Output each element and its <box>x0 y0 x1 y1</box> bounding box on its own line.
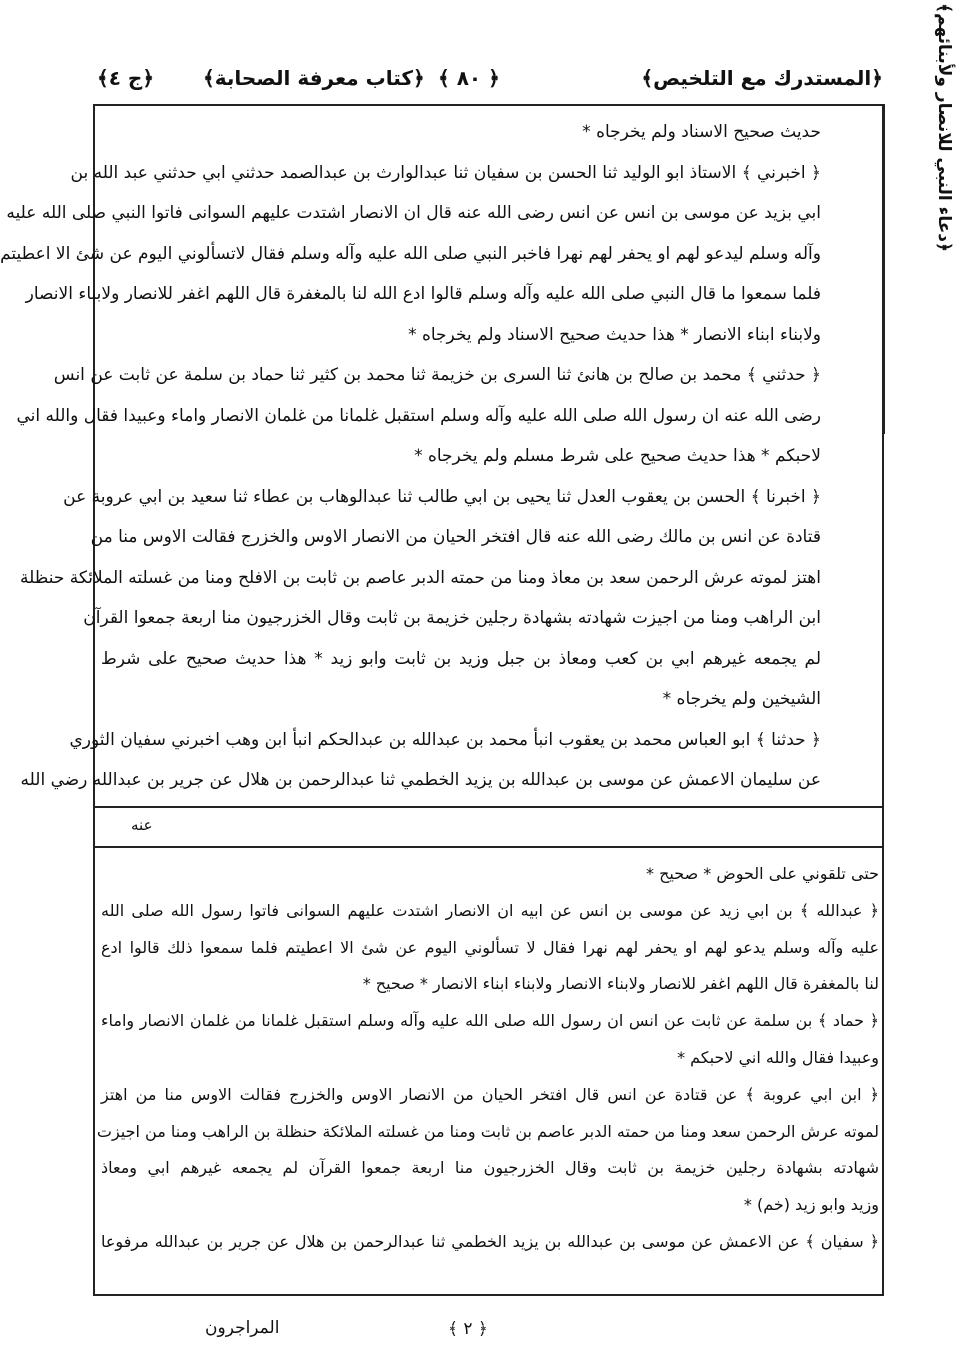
running-header <box>93 62 883 102</box>
text-line: ﴿ حدثني ﴾ محمد بن صالح بن هانئ ثنا السرى بن خزيمة ثنا محمد بن كثير ثنا حماد بن سلمة عن ثابت عن انس <box>53 365 821 385</box>
footnote-line: لموته عرش الرحمن سعد ومنا من حمته الدبر عاصم بن ثابت ومنا من غسلته الملائكة حنظلة بن الراهب ومنا من اجيزت <box>96 1121 879 1141</box>
volume-label: ﴿ج ٤﴾ <box>97 66 155 90</box>
text-line: قتادة عن انس بن مالك رضى الله عنه قال افتخر الحيان من الانصار الاوس والخزرج فقالت الاوس منا من <box>90 527 821 547</box>
page-number: ﴿ ٢ ﴾ <box>448 1319 488 1339</box>
footnote-line: ﴿ سفيان ﴾ عن الاعمش عن موسى بن عبدالله بن يزيد الخطمي ثنا عبدالرحمن بن هلال عن جرير بن عبدالله مرفوعا <box>101 1231 879 1251</box>
text-line: حديث صحيح الاسناد ولم يخرجاه * <box>582 122 821 142</box>
footnote-line: عليه وآله وسلم يدعو لهم او يحفر لهم نهرا فقال لا تسألوني اليوم عن شئ الا اعطيتم فلما سمعوا ذلك قالوا ادع <box>101 937 879 957</box>
section-title: ﴿كتاب معرفة الصحابة﴾ <box>203 66 425 90</box>
footnote-line: شهادته بشهادة رجلين خزيمة بن ثابت وقال الخزرجيون منا اربعة جمعوا القرآن لم يجمعه غيرهم ابي ومعاذ <box>101 1158 879 1178</box>
press-mark: المراجرون <box>205 1318 280 1338</box>
margin-heading: ﴿دعاء النبي للانصار ولأبنائهم﴾ <box>934 3 954 252</box>
text-line: عن سليمان الاعمش عن موسى بن عبدالله بن يزيد الخطمي ثنا عبدالرحمن بن هلال عن جرير بن عبدالله رضي الله <box>20 770 821 790</box>
footnote-line: ﴿ حماد ﴾ بن سلمة عن ثابت عن انس ان رسول الله صلى الله عليه وآله وسلم استقبل غلمانا من غلمان الانصار واماء <box>101 1011 879 1031</box>
margin-rule <box>884 104 886 434</box>
book-title: ﴿المستدرك مع التلخيص﴾ <box>641 66 883 90</box>
text-line: اهتز لموته عرش الرحمن سعد بن معاذ ومنا من حمته الدبر عاصم بن ثابت بن الافلح ومنا من غسلته الملائكة حنظلة <box>20 567 821 588</box>
text-line: وآله وسلم ليدعو لهم او يحفر لهم نهرا فاخبر النبي صلى الله عليه وآله وسلم فقال لاتسألوني اليوم عن شئ الا اعطيتم <box>0 243 821 264</box>
divider-top <box>93 806 884 808</box>
footnote-line: ﴿ عبدالله ﴾ بن ابي زيد عن موسى بن انس عن ابيه ان الانصار اشتدت عليهم السوانى فاتوا رسول الله صلى الله <box>101 900 879 920</box>
footnote-line: وزيد وابو زيد (خم) * <box>743 1195 879 1215</box>
footnote-line: حتى تلقوني على الحوض * صحيح * <box>646 864 879 883</box>
text-line: ﴿ حدثنا ﴾ ابو العباس محمد بن يعقوب انبأ محمد بن عبدالله بن عبدالحكم انبأ ابن وهب اخبرني سفيان الثوري <box>69 729 821 750</box>
text-line: رضى الله عنه ان رسول الله صلى الله عليه وآله وسلم استقبل غلمانا من غلمان الانصار واماء وعبيدا فقال والله اني <box>16 405 821 426</box>
text-line: ابن الراهب ومنا من اجيزت شهادته بشهادة رجلين خزيمة بن ثابت وقال الخزرجيون منا اربعة جمعوا القرآن <box>83 608 821 628</box>
footnote-line: لنا بالمغفرة قال اللهم اغفر للانصار ولابناء الانصار ولابناء ابناء الانصار * صحيح * <box>362 974 879 994</box>
continuation-note: عنه <box>131 816 153 834</box>
footnote-line: ﴿ ابن ابي عروبة ﴾ عن قتادة عن انس قال افتخر الحيان من الانصار الاوس والخزرج فقالت الاوس منا من اهتز <box>101 1084 879 1104</box>
text-line: لاحبكم * هذا حديث صحيح على شرط مسلم ولم يخرجاه * <box>414 446 821 466</box>
text-line: ولابناء ابناء الانصار * هذا حديث صحيح الاسناد ولم يخرجاه * <box>408 324 821 345</box>
footnote-line: وعبيدا فقال والله اني لاحبكم * <box>677 1047 879 1067</box>
page-number-header: ﴿ ٨٠ ﴾ <box>438 66 500 90</box>
talkhis-text <box>96 856 879 1261</box>
main-text <box>0 112 821 801</box>
page-footer <box>93 1318 884 1348</box>
divider-bottom <box>93 846 884 848</box>
text-line: ﴿ اخبرني ﴾ الاستاذ ابو الوليد ثنا الحسن بن سفيان ثنا عبدالوارث بن عبدالصمد حدثني ابي حدثني عبد الله بن <box>70 162 821 183</box>
text-line: ﴿ اخبرنا ﴾ الحسن بن يعقوب العدل ثنا يحيى بن ابي طالب ثنا عبدالوهاب بن عطاء ثنا سعيد بن ابي عروبة عن <box>63 486 821 507</box>
text-line: ابي بزيد عن موسى بن انس عن انس رضى الله عنه قال ان الانصار اشتدت عليهم السوانى فاتوا النبي صلى الله عليه <box>6 203 821 223</box>
text-line: فلما سمعوا ما قال النبي صلى الله عليه وآله وسلم قالوا ادع الله لنا بالمغفرة قال اللهم اغفر للانصار ولابناء الانصار <box>25 284 821 304</box>
text-line: الشيخين ولم يخرجاه * <box>662 689 821 709</box>
text-line: لم يجمعه غيرهم ابي بن كعب ومعاذ بن جبل وزيد بن ثابت وابو زيد * هذا حديث صحيح على شرط <box>101 648 821 669</box>
